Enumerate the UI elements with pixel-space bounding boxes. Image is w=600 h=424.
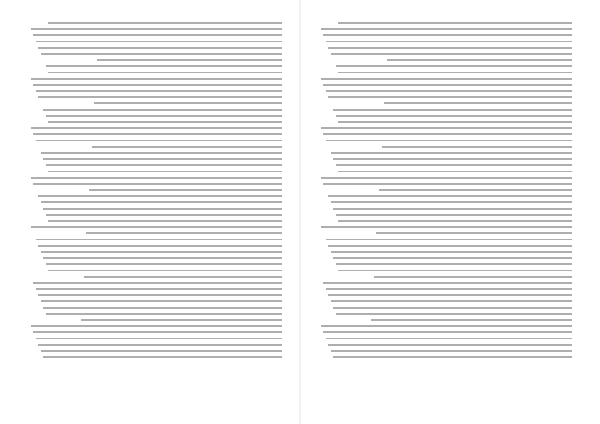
text-line xyxy=(89,189,282,191)
text-line xyxy=(31,127,282,129)
text-line xyxy=(33,84,282,86)
text-line xyxy=(336,313,572,315)
text-line xyxy=(379,189,572,191)
text-line xyxy=(48,171,282,173)
text-line xyxy=(376,232,572,234)
text-line xyxy=(323,84,572,86)
text-line xyxy=(331,350,572,352)
text-line xyxy=(338,171,572,173)
text-line xyxy=(321,28,572,30)
text-line xyxy=(328,96,572,98)
text-line xyxy=(321,325,572,327)
text-line xyxy=(338,270,572,272)
text-line xyxy=(46,164,282,166)
text-line xyxy=(46,65,282,67)
text-line xyxy=(336,263,572,265)
text-line xyxy=(33,133,282,135)
text-line xyxy=(46,214,282,216)
text-line xyxy=(333,208,572,210)
text-line xyxy=(48,121,282,123)
text-line xyxy=(46,263,282,265)
text-line xyxy=(331,53,572,55)
text-line xyxy=(333,307,572,309)
text-line xyxy=(31,177,282,179)
text-line xyxy=(328,47,572,49)
text-line xyxy=(43,307,282,309)
text-line xyxy=(41,300,282,302)
text-line xyxy=(48,270,282,272)
text-line xyxy=(46,313,282,315)
text-line xyxy=(323,282,572,284)
text-line xyxy=(331,152,572,154)
text-line xyxy=(36,140,282,142)
text-line xyxy=(382,146,573,148)
left-page-text xyxy=(28,22,282,394)
text-line xyxy=(81,319,282,321)
text-line xyxy=(31,226,282,228)
text-line xyxy=(36,90,282,92)
text-line xyxy=(331,251,572,253)
text-line xyxy=(41,251,282,253)
text-line xyxy=(41,53,282,55)
text-line xyxy=(38,47,282,49)
text-line xyxy=(41,350,282,352)
text-line xyxy=(33,34,282,36)
text-line xyxy=(323,34,572,36)
text-line xyxy=(41,152,282,154)
text-line xyxy=(328,344,572,346)
text-line xyxy=(336,164,572,166)
text-line xyxy=(338,220,572,222)
text-line xyxy=(371,319,572,321)
text-line xyxy=(46,115,282,117)
text-line xyxy=(48,220,282,222)
text-line xyxy=(38,344,282,346)
text-line xyxy=(38,294,282,296)
text-line xyxy=(338,72,572,74)
text-line xyxy=(48,22,282,24)
text-line xyxy=(333,356,572,358)
text-line xyxy=(321,226,572,228)
text-line xyxy=(31,28,282,30)
text-line xyxy=(33,282,282,284)
text-line xyxy=(36,338,282,340)
text-line xyxy=(336,65,572,67)
text-line xyxy=(331,201,572,203)
text-line xyxy=(38,195,282,197)
text-line xyxy=(326,41,572,43)
text-line xyxy=(33,183,282,185)
text-line xyxy=(36,288,282,290)
text-line xyxy=(328,294,572,296)
text-line xyxy=(97,59,282,61)
text-line xyxy=(92,146,283,148)
text-line xyxy=(326,239,572,241)
text-line xyxy=(41,201,282,203)
text-line xyxy=(338,121,572,123)
text-line xyxy=(36,239,282,241)
text-line xyxy=(333,109,572,111)
text-line xyxy=(328,245,572,247)
text-line xyxy=(43,208,282,210)
text-line xyxy=(336,115,572,117)
text-line xyxy=(31,78,282,80)
text-line xyxy=(43,257,282,259)
text-line xyxy=(43,356,282,358)
text-line xyxy=(374,276,572,278)
text-line xyxy=(323,133,572,135)
text-line xyxy=(94,102,282,104)
text-line xyxy=(84,276,282,278)
text-line xyxy=(43,158,282,160)
text-line xyxy=(38,96,282,98)
text-line xyxy=(328,195,572,197)
text-line xyxy=(326,90,572,92)
text-line xyxy=(321,177,572,179)
text-line xyxy=(323,331,572,333)
text-line xyxy=(31,325,282,327)
text-line xyxy=(323,183,572,185)
text-line xyxy=(48,72,282,74)
text-line xyxy=(321,78,572,80)
right-page-text xyxy=(318,22,572,394)
text-line xyxy=(321,127,572,129)
text-line xyxy=(86,232,282,234)
text-line xyxy=(43,109,282,111)
text-line xyxy=(33,331,282,333)
text-line xyxy=(36,41,282,43)
text-line xyxy=(333,158,572,160)
right-page xyxy=(300,0,600,424)
text-line xyxy=(326,140,572,142)
text-line xyxy=(331,300,572,302)
text-line xyxy=(336,214,572,216)
text-line xyxy=(326,288,572,290)
text-line xyxy=(387,59,572,61)
text-line xyxy=(338,22,572,24)
text-line xyxy=(384,102,572,104)
text-line xyxy=(326,338,572,340)
text-line xyxy=(333,257,572,259)
text-line xyxy=(38,245,282,247)
